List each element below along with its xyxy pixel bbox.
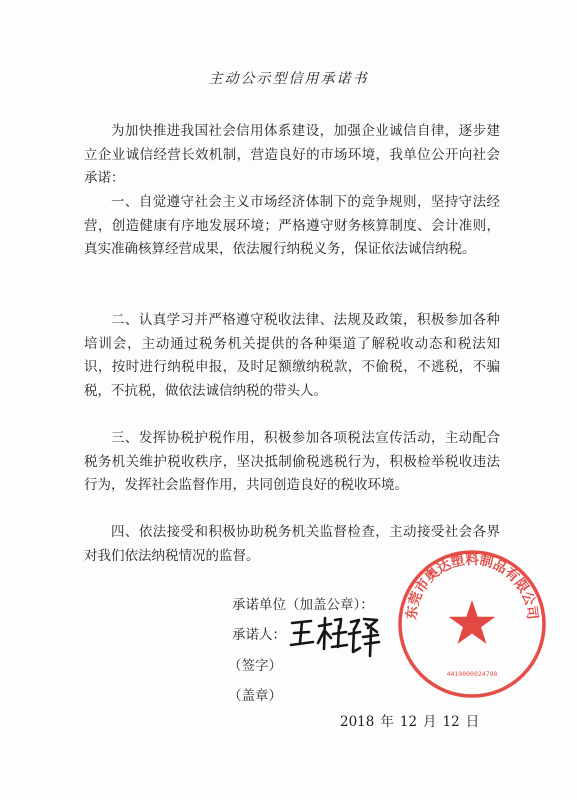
date-year-unit: 年 — [380, 714, 394, 730]
date-day-unit: 日 — [465, 714, 480, 730]
date-month-unit: 月 — [423, 714, 437, 730]
unit-label: 承诺单位（加盖公章）： — [232, 597, 374, 613]
date-day: 12 — [442, 714, 460, 730]
document-date — [340, 710, 485, 730]
date-year: 2018 — [340, 714, 375, 730]
company-seal — [396, 548, 548, 700]
paragraph-commitment-4: 四、依法接受和积极协助税务机关监督检查，主动接受社会各界对我们依法纳税情况的监督。 — [84, 524, 500, 564]
document-title: 主动公示型信用承诺书 — [208, 71, 369, 87]
handwritten-signature — [289, 614, 381, 658]
paragraph-intro: 为加快推进我国社会信用体系建设，加强企业诚信自律，逐步建立企业诚信经营长效机制，营造良好的市场环境，我单位公开向社会承诺： — [84, 123, 500, 187]
seal-serial-number: 4419000024798 — [446, 670, 498, 678]
person-label: 承诺人： — [232, 627, 286, 643]
signature-note: （签字） — [228, 658, 282, 674]
paragraph-commitment-3: 三、发挥协税护税作用，积极参加各项税法宣传活动，主动配合税务机关维护税收秩序，坚决抵制偷税逃税行为，积极检举税收违法行为，发挥社会监督作用，共同创造良好的税收环境。 — [84, 430, 500, 494]
seal-note: （盖章） — [228, 688, 282, 704]
paragraph-commitment-2: 二、认真学习并严格遵守税收法律、法规及政策，积极参加各种培训会，主动通过税务机关提供的各种渠道了解税收动态和税法知识，按时进行纳税申报，及时足额缴纳税款，不偷税，不逃税，不骗税，不抗税，做依法诚信纳税的带头人。 — [84, 312, 500, 399]
seal-company-name: 东莞市奥达塑料制品有限公司 — [403, 552, 541, 621]
paragraph-commitment-1: 一、自觉遵守社会主义市场经济体制下的竞争规则，坚持守法经营，创造健康有序地发展环境；严格遵守财务核算制度、会计准则，真实准确核算经营成果，依法履行纳税义务，保证依法诚信纳税。 — [84, 194, 500, 258]
date-month: 12 — [399, 714, 418, 730]
